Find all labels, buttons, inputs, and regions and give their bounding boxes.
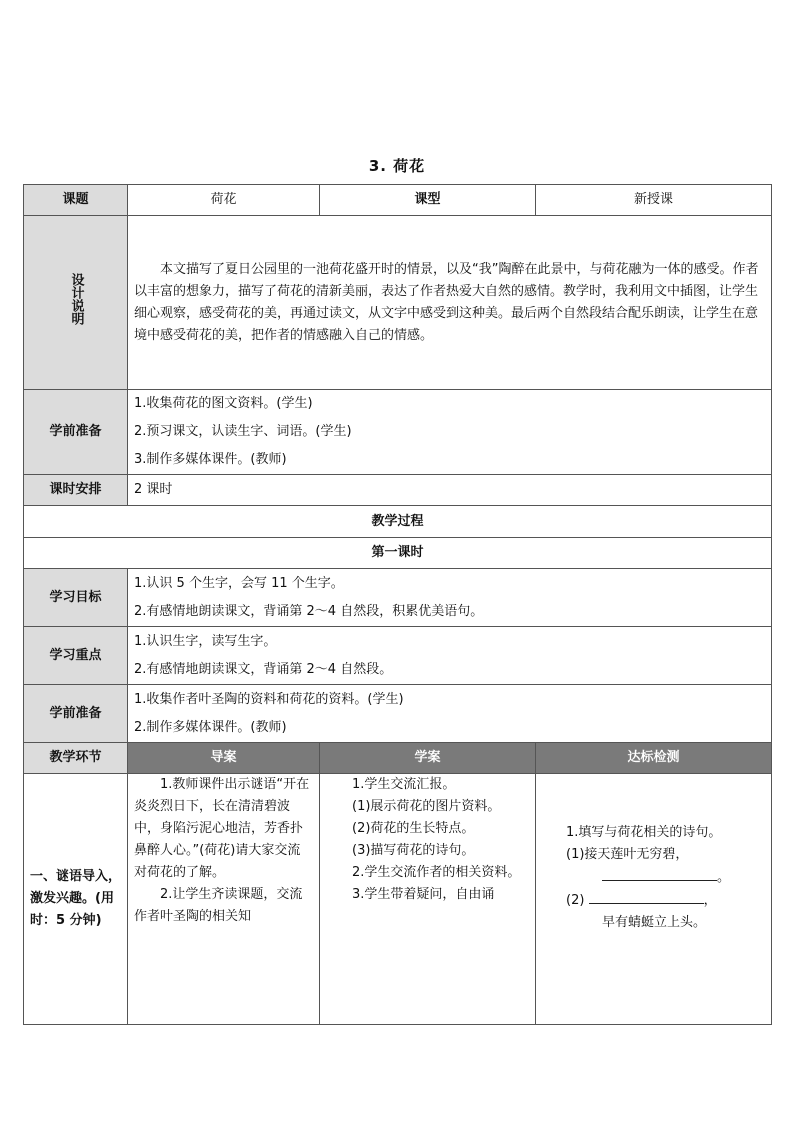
focus-label: 学习重点 bbox=[24, 627, 128, 685]
focus-list bbox=[128, 627, 772, 685]
page-title: 3. 荷花 bbox=[368, 157, 426, 175]
type-label: 课型 bbox=[320, 185, 536, 216]
study-item: 3.学生带着疑问，自由诵 bbox=[352, 887, 495, 902]
lesson-title: 第一课时 bbox=[24, 538, 772, 569]
study-item: 1.学生交流汇报。 bbox=[352, 777, 456, 792]
guide-item: 1.教师课件出示谜语“开在炎炎烈日下，长在清清碧波中，身陷污泥心地洁，芳香扑鼻醉人心。”(荷花)请大家交流对荷花的了解。 bbox=[134, 777, 310, 880]
prep-row bbox=[24, 390, 772, 475]
study-item: (1)展示荷花的图片资料。 bbox=[352, 799, 501, 814]
goals-row bbox=[24, 569, 772, 627]
prep-list bbox=[128, 390, 772, 475]
topic-label: 课题 bbox=[24, 185, 128, 216]
prep-item: 1.收集荷花的图文资料。(学生) bbox=[134, 396, 313, 411]
hours-label: 课时安排 bbox=[24, 475, 128, 506]
check-q1-answer: 。 bbox=[566, 866, 765, 889]
prep2-row bbox=[24, 685, 772, 743]
answer-blank-1[interactable] bbox=[602, 866, 717, 881]
goal-item: 1.认识 5 个生字，会写 11 个生字。 bbox=[134, 575, 344, 591]
check-q2: (2) ， bbox=[566, 889, 765, 912]
hours-row bbox=[24, 475, 772, 506]
topic-value: 荷花 bbox=[128, 185, 320, 216]
col-study-header: 学案 bbox=[320, 743, 536, 774]
prep2-item: 1.收集作者叶圣陶的资料和荷花的资料。(学生) bbox=[134, 691, 404, 707]
study-item: (3)描写荷花的诗句。 bbox=[352, 843, 475, 858]
design-label: 设计说明 bbox=[68, 272, 84, 325]
check-q2-line2: 早有蜻蜓立上头。 bbox=[602, 915, 707, 930]
check-q1 bbox=[566, 844, 765, 866]
design-row bbox=[24, 216, 772, 390]
prep2-item: 2.制作多媒体课件。(教师) bbox=[134, 719, 287, 735]
guide-item: 2.让学生齐读课题，交流作者叶圣陶的相关知 bbox=[134, 887, 303, 924]
focus-item: 1.认识生字，读写生字。 bbox=[134, 633, 277, 649]
lesson-plan-table bbox=[23, 184, 772, 1025]
goal-item: 2.有感情地朗读课文，背诵第 2～4 自然段，积累优美语句。 bbox=[134, 603, 484, 619]
col-guide-header: 导案 bbox=[128, 743, 320, 774]
prep-item: 3.制作多媒体课件。(教师) bbox=[134, 452, 287, 467]
process-title: 教学过程 bbox=[24, 506, 772, 538]
stage1-study bbox=[320, 774, 536, 1025]
study-item: 2.学生交流作者的相关资料。 bbox=[352, 865, 521, 880]
columns-header-row bbox=[24, 743, 772, 774]
design-label-cell bbox=[24, 216, 128, 390]
goals-list bbox=[128, 569, 772, 627]
design-text: 本文描写了夏日公园里的一池荷花盛开时的情景，以及“我”陶醉在此景中，与荷花融为一体的感受。作者以丰富的想象力，描写了荷花的清新美丽，表达了作者热爱大自然的感情。教学时，我利用文中插图，让学生细心观察，感受荷花的美，再通过读文，从文字中感受到这种美。最后两个自然段结合配乐朗读，让学生在意境中感受荷花的美，把作者的情感融入自己的情感。 bbox=[128, 216, 772, 390]
focus-row bbox=[24, 627, 772, 685]
process-row bbox=[24, 506, 772, 538]
stage1-name: 一、谜语导入，激发兴趣。(用时：5 分钟) bbox=[24, 774, 128, 1025]
hours-value: 2 课时 bbox=[128, 475, 772, 506]
prep-item: 2.预习课文，认读生字、词语。(学生) bbox=[134, 424, 352, 439]
check-intro: 1.填写与荷花相关的诗句。 bbox=[566, 825, 722, 840]
type-value: 新授课 bbox=[536, 185, 772, 216]
study-item: (2)荷花的生长特点。 bbox=[352, 821, 475, 836]
col-check-header: 达标检测 bbox=[536, 743, 772, 774]
answer-blank-2[interactable] bbox=[589, 889, 704, 904]
prep2-list bbox=[128, 685, 772, 743]
focus-item: 2.有感情地朗读课文，背诵第 2～4 自然段。 bbox=[134, 661, 393, 677]
prep-label: 学前准备 bbox=[24, 390, 128, 475]
topic-row bbox=[24, 185, 772, 216]
stage1-check bbox=[536, 774, 772, 1025]
stage1-guide bbox=[128, 774, 320, 1025]
col-stage-header: 教学环节 bbox=[24, 743, 128, 774]
goals-label: 学习目标 bbox=[24, 569, 128, 627]
lesson-row bbox=[24, 538, 772, 569]
prep2-label: 学前准备 bbox=[24, 685, 128, 743]
stage1-row bbox=[24, 774, 772, 1025]
check-q1-text: (1)接天莲叶无穷碧， bbox=[566, 847, 689, 862]
